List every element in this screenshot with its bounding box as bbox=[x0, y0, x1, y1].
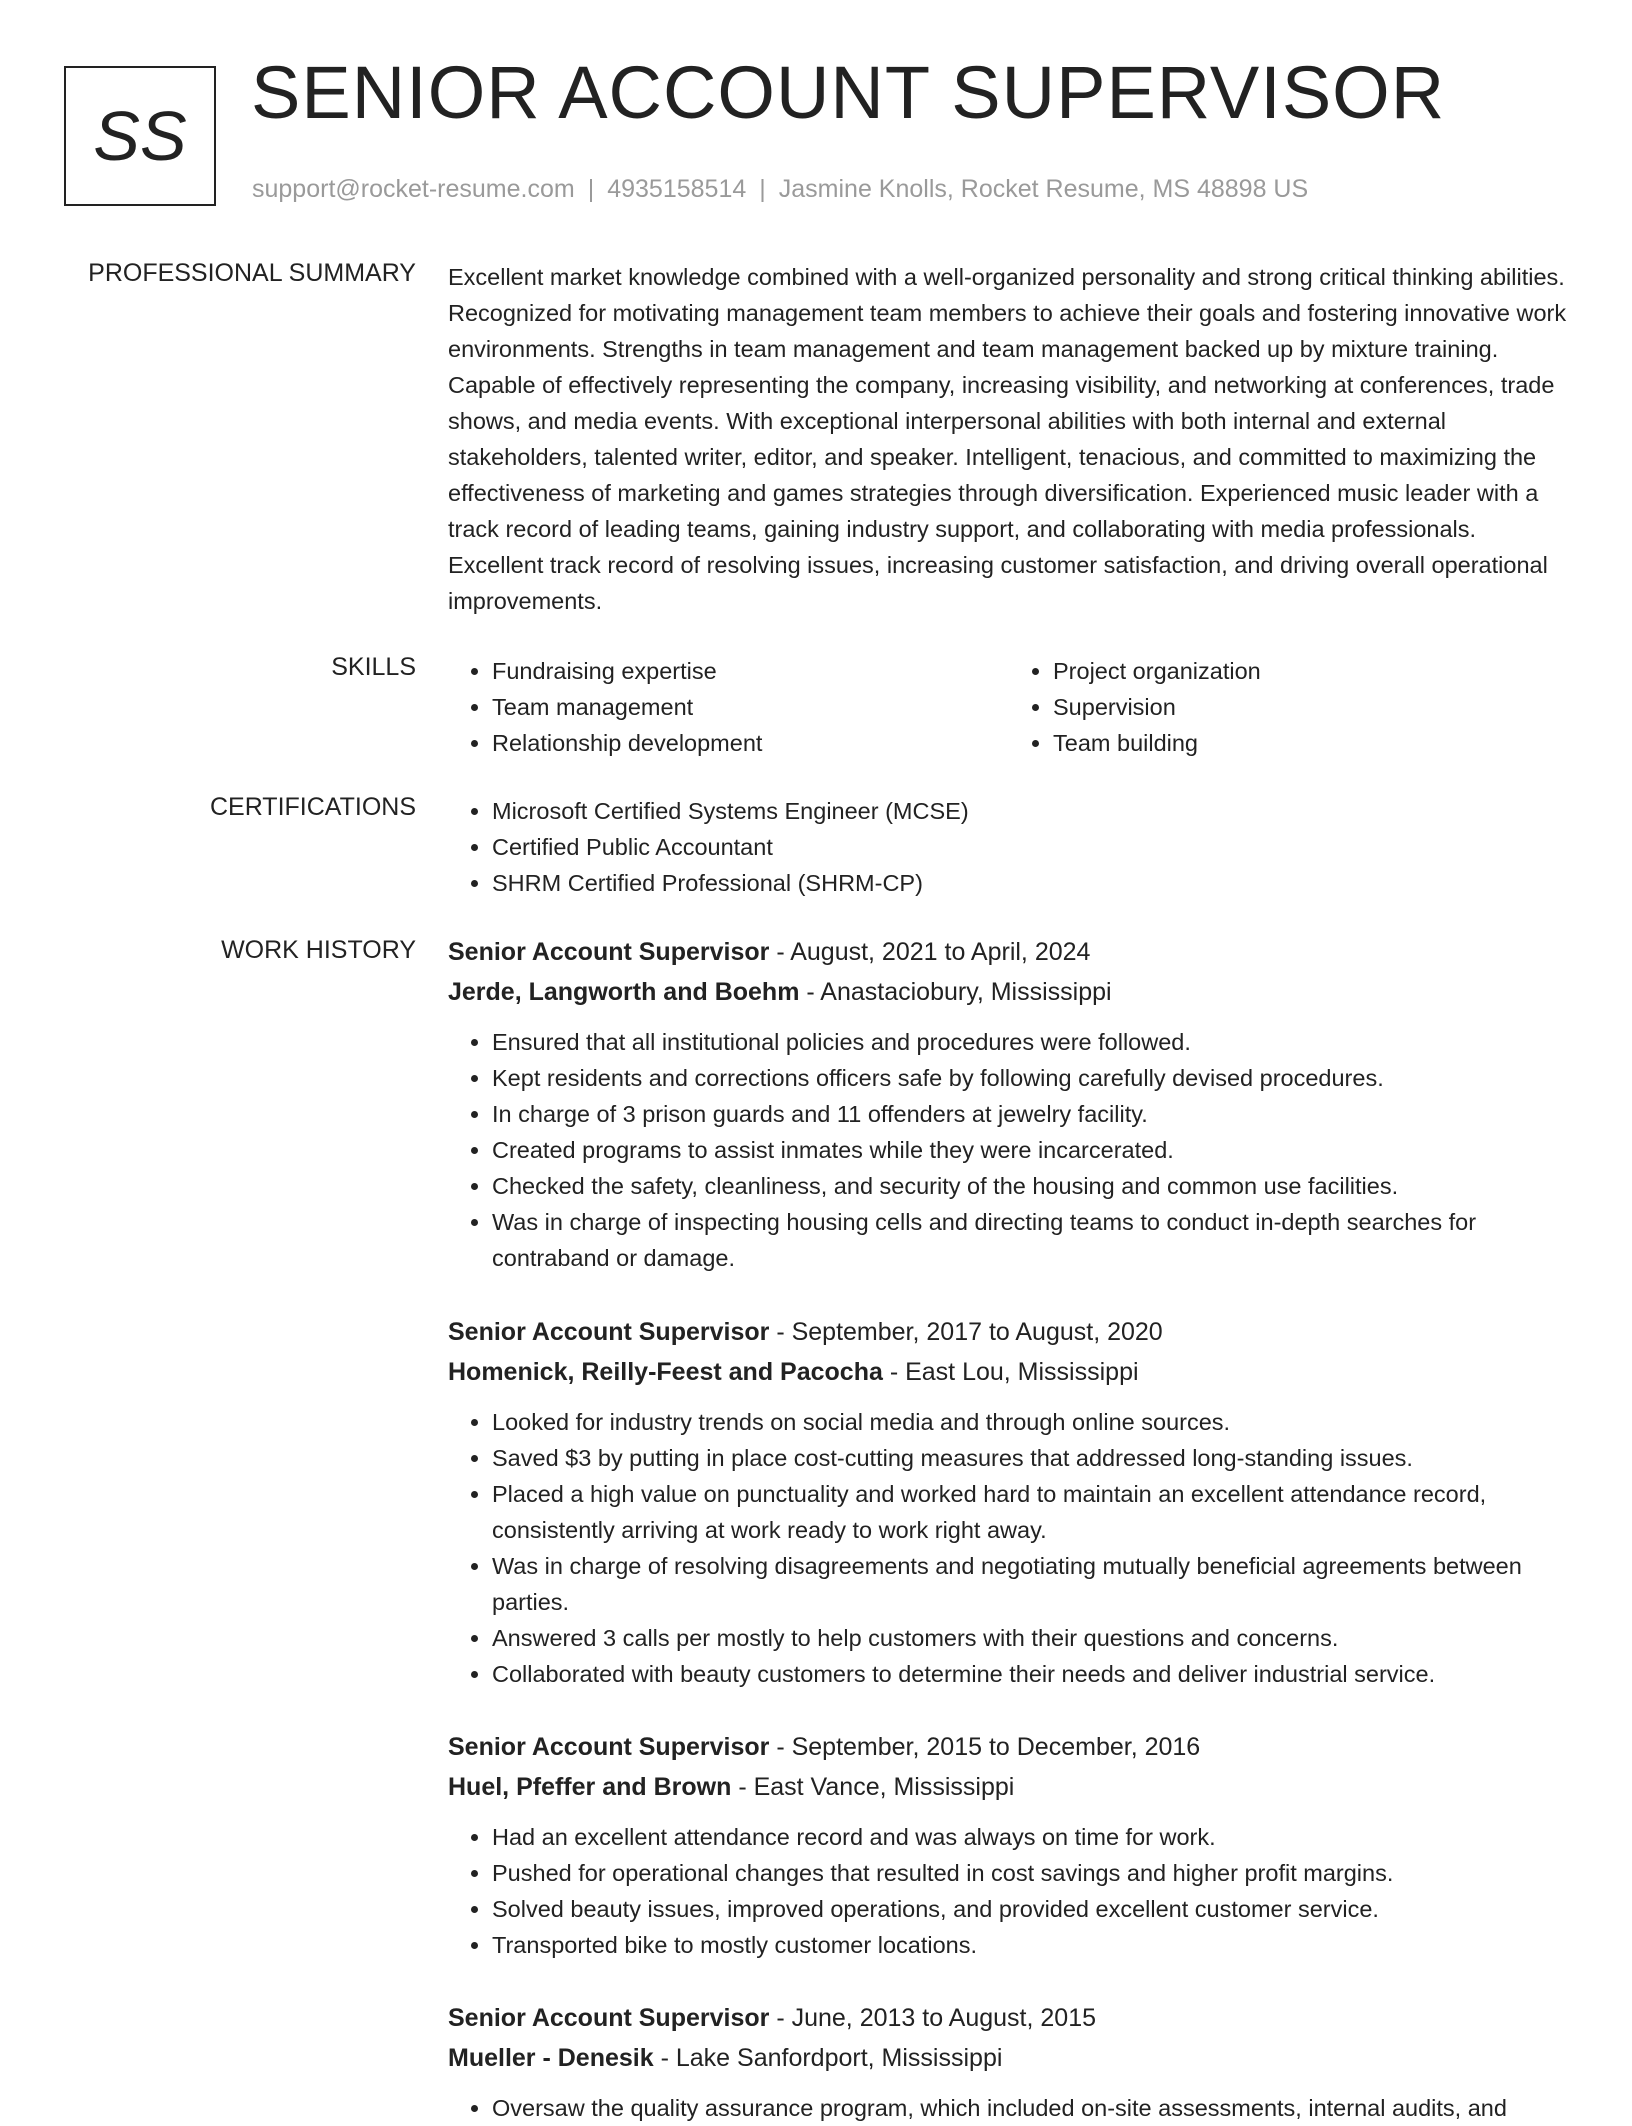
job-bullet: • Transported bike to mostly customer locations. bbox=[492, 1927, 1570, 1963]
contact-email: support@rocket-resume.com bbox=[252, 175, 575, 203]
certifications-list bbox=[448, 793, 1570, 901]
monogram-box bbox=[64, 66, 216, 206]
job-bullet: • Created programs to assist inmates while they were incarcerated. bbox=[492, 1132, 1570, 1168]
job-title: Senior Account Supervisor bbox=[448, 938, 770, 966]
job-location: - Lake Sanfordport, Mississippi bbox=[653, 2044, 1003, 2072]
job-location: - East Lou, Mississippi bbox=[882, 1358, 1139, 1386]
contact-line bbox=[252, 175, 1308, 204]
job-bullet: • Kept residents and corrections officers safe by following carefully devised procedures. bbox=[492, 1060, 1570, 1096]
job-title: Senior Account Supervisor bbox=[448, 1733, 770, 1761]
job-dates: - September, 2017 to August, 2020 bbox=[769, 1318, 1163, 1346]
job-bullet: • Had an excellent attendance record and was always on time for work. bbox=[492, 1819, 1570, 1855]
job-bullet: • Solved beauty issues, improved operations, and provided excellent customer service. bbox=[492, 1891, 1570, 1927]
job-bullet: • In charge of 3 prison guards and 11 offenders at jewelry facility. bbox=[492, 1096, 1570, 1132]
job-company: Jerde, Langworth and Boehm bbox=[448, 978, 800, 1006]
skill-item: • Team management bbox=[492, 689, 1009, 725]
job-entry bbox=[448, 932, 1570, 1276]
job-location: - East Vance, Mississippi bbox=[731, 1773, 1015, 1801]
job-dates: - August, 2021 to April, 2024 bbox=[769, 938, 1091, 966]
job-title: Senior Account Supervisor bbox=[448, 2004, 770, 2032]
job-bullet: • Answered 3 calls per mostly to help customers with their questions and concerns. bbox=[492, 1620, 1570, 1656]
work-history-heading: WORK HISTORY bbox=[221, 936, 416, 964]
skill-item: • Project organization bbox=[1053, 653, 1570, 689]
skills-heading: SKILLS bbox=[331, 653, 416, 681]
job-dates: - September, 2015 to December, 2016 bbox=[769, 1733, 1201, 1761]
job-title-line bbox=[448, 932, 1570, 972]
skills-column-2 bbox=[1009, 653, 1570, 761]
job-company-line bbox=[448, 2038, 1570, 2078]
job-bullet: • Placed a high value on punctuality and worked hard to maintain an excellent attendance record, consistently arriving at work ready to work right away. bbox=[492, 1476, 1570, 1548]
skill-item: • Team building bbox=[1053, 725, 1570, 761]
job-company-line bbox=[448, 1352, 1570, 1392]
job-title-line bbox=[448, 1312, 1570, 1352]
job-bullet: • Saved $3 by putting in place cost-cutting measures that addressed long-standing issues. bbox=[492, 1440, 1570, 1476]
job-bullet: • Pushed for operational changes that resulted in cost savings and higher profit margins. bbox=[492, 1855, 1570, 1891]
job-company: Mueller - Denesik bbox=[448, 2044, 654, 2072]
certifications-heading: CERTIFICATIONS bbox=[209, 793, 416, 821]
summary-heading: PROFESSIONAL SUMMARY bbox=[88, 259, 416, 287]
contact-separator: | bbox=[587, 175, 595, 203]
job-bullet: • Checked the safety, cleanliness, and security of the housing and common use facilities. bbox=[492, 1168, 1570, 1204]
certification-item: • Certified Public Accountant bbox=[492, 829, 1570, 865]
skills-column-1 bbox=[448, 653, 1009, 761]
job-bullet: • Looked for industry trends on social media and through online sources. bbox=[492, 1404, 1570, 1440]
job-entry bbox=[448, 1998, 1570, 2126]
job-company: Huel, Pfeffer and Brown bbox=[448, 1773, 732, 1801]
monogram-initials: SS bbox=[93, 97, 187, 175]
summary-text: Excellent market knowledge combined with a well-organized personality and strong critical thinking abilities. Recognized for motivating management team members to achieve their goals and fostering innovative work environments. Strengths in team management and team management backed up by mixture training. Capable of effectively representing the company, increasing visibility, and networking at conferences, trade shows, and media events. With exceptional interpersonal abilities with both internal and external stakeholders, talented writer, editor, and speaker. Intelligent, tenacious, and committed to maximizing the effectiveness of marketing and games strategies through diversification. Experienced music leader with a track record of leading teams, gaining industry support, and collaborating with media professionals. Excellent track record of resolving issues, increasing customer satisfaction, and driving overall operational improvements. bbox=[448, 264, 1567, 614]
job-bullet: • Was in charge of inspecting housing cells and directing teams to conduct in-depth searches for contraband or damage. bbox=[492, 1204, 1570, 1276]
skill-item: • Relationship development bbox=[492, 725, 1009, 761]
job-company-line bbox=[448, 1767, 1570, 1807]
job-bullet: • Oversaw the quality assurance program, which included on-site assessments, internal audits, and bbox=[492, 2090, 1570, 2126]
job-title-line bbox=[448, 1998, 1570, 2038]
job-bullet: • Ensured that all institutional policies and procedures were followed. bbox=[492, 1024, 1570, 1060]
certification-item: • SHRM Certified Professional (SHRM-CP) bbox=[492, 865, 1570, 901]
job-title: Senior Account Supervisor bbox=[448, 1318, 770, 1346]
job-company-line bbox=[448, 972, 1570, 1012]
skill-item: • Supervision bbox=[1053, 689, 1570, 725]
resume-title: SENIOR ACCOUNT SUPERVISOR bbox=[251, 51, 1446, 134]
job-location: - Anastaciobury, Mississippi bbox=[799, 978, 1112, 1006]
job-company: Homenick, Reilly-Feest and Pacocha bbox=[448, 1358, 883, 1386]
job-bullet: • Collaborated with beauty customers to determine their needs and deliver industrial service. bbox=[492, 1656, 1570, 1692]
skill-item: • Fundraising expertise bbox=[492, 653, 1009, 689]
job-dates: - June, 2013 to August, 2015 bbox=[769, 2004, 1097, 2032]
contact-separator: | bbox=[759, 175, 766, 203]
contact-address: Jasmine Knolls, Rocket Resume, MS 48898 US bbox=[778, 175, 1309, 203]
contact-phone: 4935158514 bbox=[607, 175, 747, 203]
job-entry bbox=[448, 1727, 1570, 1963]
job-entry bbox=[448, 1312, 1570, 1692]
certification-item: • Microsoft Certified Systems Engineer (MCSE) bbox=[492, 793, 1570, 829]
job-bullet: • Was in charge of resolving disagreements and negotiating mutually beneficial agreements between parties. bbox=[492, 1548, 1570, 1620]
skills-list bbox=[448, 653, 1570, 761]
job-title-line bbox=[448, 1727, 1570, 1767]
